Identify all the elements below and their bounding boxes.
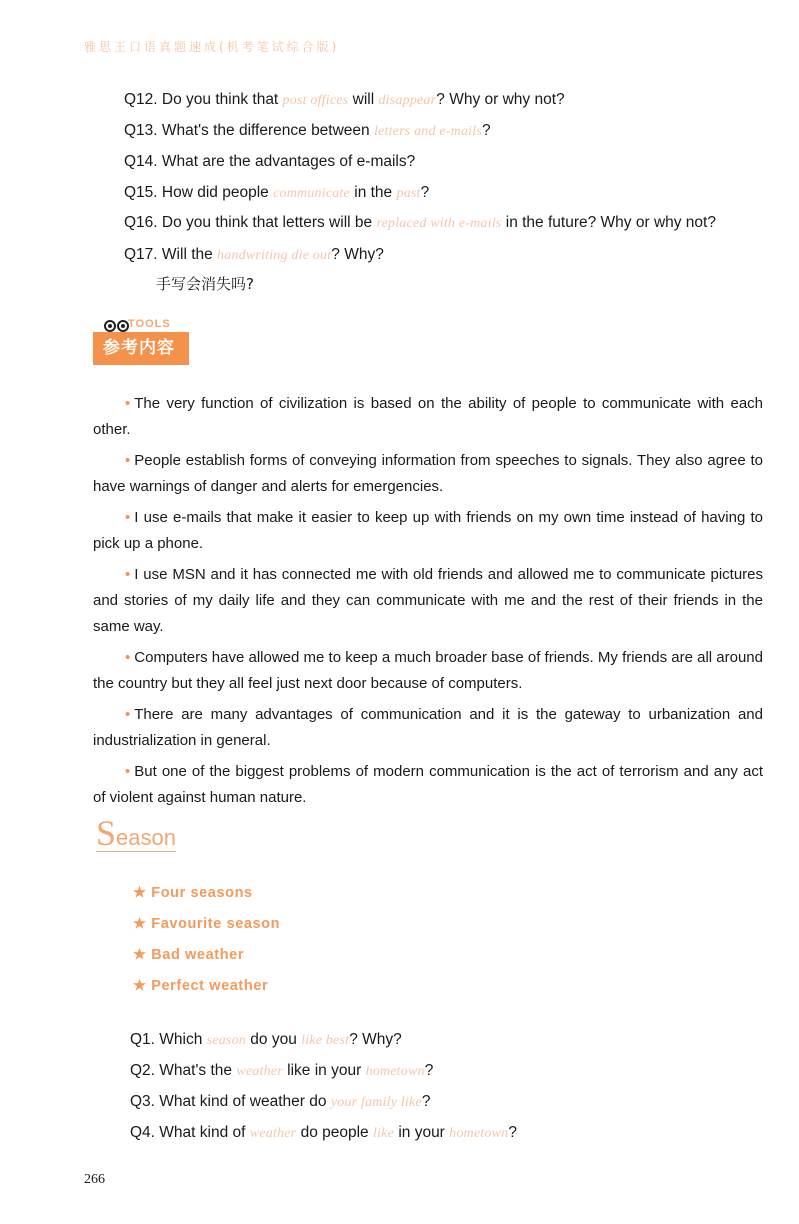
question-number: Q12. — [124, 91, 158, 108]
question-text: will — [348, 91, 379, 108]
bullet-dot-icon: • — [125, 649, 131, 666]
paragraph-text: The very function of civilization is based on the ability of people to communicate with each other. — [93, 395, 763, 438]
reference-paragraph — [93, 562, 763, 640]
bullet-dot-icon: • — [125, 706, 131, 723]
question-text: Which — [159, 1031, 207, 1048]
question-line — [130, 1124, 517, 1143]
question-text: Will the — [161, 246, 218, 263]
bullet-dot-icon: • — [125, 452, 131, 469]
question-number: Q15. — [124, 184, 158, 201]
season-topic — [133, 946, 244, 964]
question-line — [124, 184, 429, 203]
reference-paragraph — [93, 702, 763, 754]
faint-keyword: weather — [249, 1126, 297, 1141]
question-text: do you — [245, 1031, 302, 1048]
bullet-dot-icon: • — [125, 566, 131, 583]
question-text: ? Why or why not? — [436, 91, 565, 108]
question-text: ? Why? — [349, 1031, 402, 1048]
faint-keyword: communicate — [273, 186, 350, 201]
bullet-dot-icon: • — [125, 763, 131, 780]
paragraph-text: People establish forms of conveying information from speeches to signals. They also agree to have warnings of danger and alerts for emergencies. — [93, 452, 763, 495]
reference-paragraph — [93, 505, 763, 557]
question-text: like in your — [282, 1062, 366, 1079]
star-icon: ★ — [133, 947, 152, 963]
question-text: ? — [508, 1124, 517, 1141]
reference-badge-label: 参考内容 — [103, 338, 175, 358]
question-text: ? — [420, 184, 430, 201]
question-number: Q1. — [130, 1031, 155, 1048]
faint-keyword: past — [396, 186, 421, 201]
question-number: Q4. — [130, 1124, 155, 1141]
faint-keyword: hometown — [449, 1126, 509, 1141]
season-topic — [133, 915, 280, 933]
running-header: 雅思王口语真题速成(机考笔试综合版) — [84, 40, 340, 54]
paragraph-text: There are many advantages of communication and it is the gateway to urbanization and industrialization in general. — [93, 706, 763, 749]
question-line — [130, 1093, 430, 1112]
faint-keyword: like — [373, 1126, 395, 1141]
question-text: in the future? Why or why not? — [501, 214, 716, 231]
question-text: ? — [421, 1093, 431, 1110]
star-icon: ★ — [133, 916, 152, 932]
question-text: ? — [424, 1062, 434, 1079]
q17-chinese-translation: 手写会消失吗? — [156, 275, 254, 293]
question-text: ? — [482, 122, 491, 139]
question-line — [130, 1062, 433, 1081]
topic-label: Favourite season — [151, 916, 281, 932]
faint-keyword: hometown — [365, 1064, 425, 1079]
question-text: What are the advantages of e-mails? — [161, 153, 416, 170]
bullet-dot-icon: • — [125, 509, 131, 526]
faint-keyword: weather — [236, 1064, 283, 1079]
question-number: Q14. — [124, 153, 158, 170]
bullet-dot-icon: • — [125, 395, 131, 412]
season-topic — [133, 977, 268, 995]
eyes-icon — [104, 319, 130, 337]
season-title-initial: S — [96, 813, 117, 853]
star-icon: ★ — [133, 885, 152, 901]
season-topic — [133, 884, 253, 902]
question-text: What kind of — [159, 1124, 250, 1141]
season-title-rest: eason — [116, 825, 176, 850]
question-text: What kind of weather do — [159, 1093, 331, 1110]
star-icon: ★ — [133, 978, 152, 994]
topic-label: Perfect weather — [151, 978, 269, 994]
reference-paragraph — [93, 759, 763, 811]
paragraph-text: But one of the biggest problems of modern communication is the act of terrorism and any act of violent against human nature. — [93, 763, 763, 806]
question-line — [124, 122, 491, 141]
reference-paragraph — [93, 645, 763, 697]
question-text: What's the difference between — [161, 122, 374, 139]
season-section-title — [96, 813, 176, 853]
topic-label: Four seasons — [151, 885, 253, 901]
faint-keyword: disappear — [378, 93, 437, 108]
faint-keyword: your family like — [330, 1095, 422, 1110]
question-number: Q13. — [124, 122, 158, 139]
question-line — [124, 91, 565, 110]
faint-keyword: like best — [301, 1033, 350, 1048]
question-text: ? Why? — [331, 246, 384, 263]
faint-keyword: season — [206, 1033, 246, 1048]
faint-keyword: letters and e-mails — [373, 124, 482, 139]
question-text: in your — [394, 1124, 450, 1141]
paragraph-text: I use e-mails that make it easier to keep up with friends on my own time instead of having to pick up a phone. — [93, 509, 763, 552]
question-text: Do you think that letters will be — [161, 214, 377, 231]
question-text: do people — [296, 1124, 373, 1141]
topic-label: Bad weather — [151, 947, 245, 963]
question-text: What's the — [159, 1062, 237, 1079]
question-text: in the — [349, 184, 397, 201]
question-text: Do you think that — [161, 91, 283, 108]
reference-paragraph — [93, 448, 763, 500]
reference-paragraph — [93, 391, 763, 443]
faint-keyword: handwriting die out — [217, 248, 332, 263]
paragraph-text: I use MSN and it has connected me with old friends and allowed me to communicate pictures and stories of my daily life and they can communicate with me and the rest of their friends in the same way. — [93, 566, 763, 635]
page-number: 266 — [84, 1172, 105, 1187]
faint-keyword: post offices — [282, 93, 349, 108]
question-line — [124, 153, 415, 171]
question-number: Q16. — [124, 214, 158, 231]
badge-tools-label: TOOLS — [128, 318, 171, 330]
faint-keyword: replaced with e-mails — [376, 216, 502, 231]
question-line — [130, 1031, 402, 1050]
paragraph-text: Computers have allowed me to keep a much broader base of friends. My friends are all around the country but they all feel just next door because of computers. — [93, 649, 763, 692]
question-line — [124, 214, 716, 233]
question-number: Q2. — [130, 1062, 155, 1079]
question-text: How did people — [161, 184, 274, 201]
question-line — [124, 246, 384, 265]
question-number: Q3. — [130, 1093, 155, 1110]
question-number: Q17. — [124, 246, 158, 263]
